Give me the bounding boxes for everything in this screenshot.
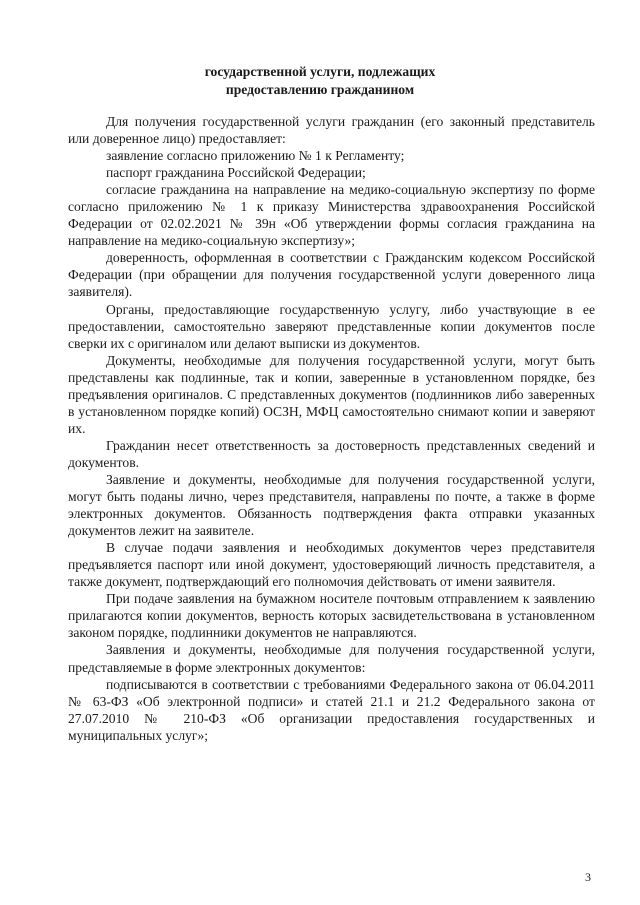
heading-line-2: предоставлению гражданином: [225, 82, 415, 97]
paragraph: В случае подачи заявления и необходимых документов через представителя предъявляется паспорт или иной документ, удостоверяющий личность представителя, а также документ, подтверждающий его полномочия действовать от имени заявителя.: [68, 540, 595, 590]
paragraph: Для получения государственной услуги гражданин (его законный представитель или доверенное лицо) предоставляет:: [68, 114, 595, 147]
paragraph: подписываются в соответствии с требованиями Федерального закона от 06.04.2011 № 63-ФЗ «Об электронной подписи» и статей 21.1 и 21.2 Федерального закона от 27.07.2010 № 210-ФЗ «Об организации предоставления государственных и муниципальных услуг»;: [68, 676, 595, 743]
document-body: [68, 113, 595, 744]
paragraph: доверенность, оформленная в соответствии с Гражданским кодексом Российской Федерации (при обращении для получения государственной услуги доверенного лица заявителя).: [68, 250, 595, 300]
paragraph: Заявление и документы, необходимые для получения государственной услуги, могут быть поданы лично, через представителя, направлены по почте, а также в форме электронных документов. Обязанность подтверждения факта отправки указанных документов лежит на заявителе.: [68, 471, 595, 539]
paragraph: заявление согласно приложению № 1 к Регламенту;: [106, 148, 405, 164]
paragraph: паспорт гражданина Российской Федерации;: [106, 165, 366, 181]
paragraph: Органы, предоставляющие государственную услугу, либо участвующие в ее предоставлении, самостоятельно заверяют представленные копии документов после сверки их с оригиналом или делают выписки из документов.: [68, 301, 595, 351]
paragraph: Документы, необходимые для получения государственной услуги, могут быть представлены как подлинные, так и копии, заверенные в установленном порядке, без предъявления оригиналов. С представленных документов (подлинников либо заверенных в установленном порядке копий) ОСЗН, МФЦ самостоятельно снимают копии и заверяют их.: [68, 352, 595, 436]
heading-line-1: государственной услуги, подлежащих: [204, 64, 436, 79]
paragraph: Заявления и документы, необходимые для получения государственной услуги, представляемые в форме электронных документов:: [68, 642, 595, 675]
paragraph: Гражданин несет ответственность за достоверность представленных сведений и документов.: [68, 437, 595, 470]
paragraph: согласие гражданина на направление на медико-социальную экспертизу по форме согласно приложению № 1 к приказу Министерства здравоохранения Российской Федерации от 02.02.2021 № 39н «Об утверждении формы согласия гражданина на направление на медико-социальную экспертизу»;: [68, 182, 595, 249]
page-number: 3: [585, 870, 591, 884]
paragraph: При подаче заявления на бумажном носителе почтовым отправлением к заявлению прилагаются копии документов, верность которых засвидетельствована в установленном законом порядке, подлинники документов не направляются.: [68, 591, 595, 641]
section-heading: [0, 63, 640, 99]
